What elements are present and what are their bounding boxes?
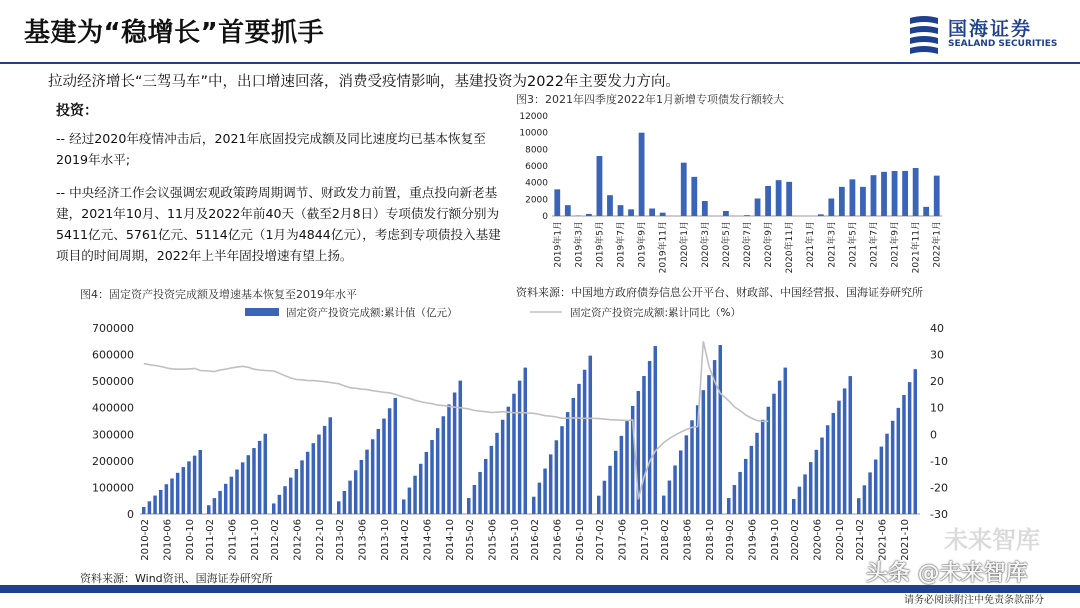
fig3-bar — [892, 171, 898, 216]
logo — [904, 12, 1064, 56]
fig4-bar — [589, 356, 593, 514]
fig4-bar — [453, 392, 457, 514]
fig4-x-tick-label: 2017-02 — [594, 519, 606, 561]
fig4-x-tick-label: 2018-06 — [682, 519, 694, 561]
fig4-bar — [413, 476, 417, 514]
fig3-bar — [934, 176, 940, 216]
page-title: 基建为“稳增长”首要抓手 — [24, 18, 325, 48]
fig3-x-tick-label: 2019年1月 — [553, 221, 564, 268]
fig4-bar — [343, 491, 347, 514]
fig3-bar — [649, 209, 655, 217]
fig4-bar — [654, 346, 658, 514]
fig4-bar — [614, 451, 618, 514]
fig4-bar — [798, 487, 802, 514]
footer-disclaimer: 请务必阅读附注中免责条款部分 — [904, 595, 1044, 606]
fig4-bar — [755, 433, 759, 514]
fig4-bar — [337, 501, 341, 514]
fig4-x-tick-label: 2015-02 — [464, 519, 476, 561]
fig3-x-tick-label: 2019年9月 — [637, 221, 648, 268]
fig4-bar — [880, 447, 884, 514]
fig3-bar — [776, 180, 782, 216]
fig4-x-tick-label: 2018-02 — [659, 519, 671, 561]
fig4-bar — [159, 490, 163, 514]
fig4-x-tick-label: 2012-02 — [269, 519, 281, 561]
fig4-x-tick-label: 2018-10 — [704, 519, 716, 561]
fig4-bar — [193, 456, 197, 514]
fig4-bar — [849, 376, 853, 514]
fig4-right-tick-label: 0 — [930, 428, 937, 442]
fig4-bar — [826, 425, 830, 514]
fig4-bar — [306, 452, 310, 514]
fig4-bar — [182, 467, 186, 514]
fig4-bar — [447, 404, 451, 514]
fig4-bar — [199, 450, 203, 514]
fig3-caption: 图3：2021年四季度2022年1月新增专项债发行额较大 — [516, 93, 784, 106]
fig4-bar — [360, 460, 364, 514]
fig4-bar — [207, 505, 211, 514]
fig4-left-tick-label: 0 — [127, 508, 134, 521]
fig3-y-tick-label: 8000 — [525, 145, 548, 156]
fig4-caption: 图4：固定资产投资完成额及增速基本恢复至2019年水平 — [80, 288, 357, 301]
fig4-bar — [354, 470, 358, 514]
fig4-bar — [702, 390, 706, 514]
fig4-bar — [402, 499, 406, 514]
fig4-x-tick-label: 2013-06 — [357, 519, 369, 561]
fig4-bar — [560, 426, 564, 514]
fig4-legend-bar-label: 固定资产投资完成额:累计值（亿元） — [286, 307, 458, 319]
fig4-bar — [532, 497, 536, 514]
fig3-x-tick-label: 2020年3月 — [700, 221, 711, 268]
fig4-bar — [885, 434, 889, 514]
fig4-bar — [142, 507, 146, 514]
fig3-bar — [744, 215, 750, 216]
fig4-bar — [690, 420, 694, 514]
fig4-bar — [495, 433, 499, 514]
fig3-y-tick-label: 10000 — [519, 128, 548, 139]
fig3-bar — [881, 172, 887, 216]
fig4-bar — [727, 498, 731, 514]
fig4-x-tick-label: 2013-10 — [379, 519, 391, 561]
fig3-x-tick-label: 2019年11月 — [658, 221, 669, 274]
fig4-bar — [512, 394, 516, 514]
fig4-bar — [165, 484, 169, 514]
fig3-x-tick-label: 2019年3月 — [574, 221, 585, 268]
fig4-bar — [832, 413, 836, 514]
fig3-x-tick-label: 2021年11月 — [911, 221, 922, 274]
fig3-bar — [723, 211, 729, 216]
fig4-bar — [148, 501, 152, 514]
fig4-left-tick-label: 700000 — [92, 322, 134, 335]
fig4-left-tick-label: 600000 — [92, 348, 134, 362]
logo-text-en: SEALAND SECURITIES — [948, 39, 1058, 49]
fig4-bar — [902, 395, 906, 514]
fig4-x-tick-label: 2014-06 — [422, 519, 434, 561]
fig3-bar — [691, 177, 697, 216]
fig4-bar — [467, 498, 471, 514]
fig4-x-tick-label: 2012-06 — [292, 519, 304, 561]
fig4-bar — [300, 460, 304, 514]
fig3-bar — [923, 207, 929, 216]
fig3-bar — [660, 213, 666, 216]
fig4-bar — [524, 368, 528, 514]
fig4-x-tick-label: 2014-02 — [399, 519, 411, 561]
fig4-x-tick-label: 2011-10 — [249, 519, 261, 561]
fig4-bar — [235, 470, 239, 514]
fig4-combo-chart — [40, 300, 1040, 570]
fig4-bar — [289, 478, 293, 514]
fig3-x-tick-label: 2020年5月 — [721, 221, 732, 268]
fig4-bar — [484, 459, 488, 514]
fig4-x-tick-label: 2020-02 — [789, 519, 801, 561]
fig4-right-tick-label: 30 — [930, 348, 944, 362]
fig3-source: 资料来源：中国地方政府债券信息公开平台、财政部、中国经营报、国海证券研究所 — [516, 286, 923, 299]
fig3-y-tick-label: 12000 — [519, 112, 548, 122]
fig4-x-tick-label: 2011-02 — [204, 519, 216, 561]
fig4-right-tick-label: 10 — [930, 401, 944, 415]
fig4-bar — [772, 394, 776, 514]
fig4-left-tick-label: 200000 — [92, 454, 134, 468]
fig4-x-tick-label: 2019-10 — [769, 519, 781, 561]
fig4-bar — [572, 398, 576, 514]
fig4-bar — [170, 478, 174, 514]
watermark-top: 未来智库 — [944, 526, 1040, 554]
fig3-x-tick-label: 2019年5月 — [595, 221, 606, 268]
fig4-bar — [673, 465, 677, 514]
fig4-bar — [857, 498, 861, 514]
fig3-x-tick-label: 2021年9月 — [890, 221, 901, 268]
fig4-bar — [868, 472, 872, 514]
fig3-bar — [786, 182, 792, 216]
fig4-bar — [312, 443, 316, 514]
fig4-bar — [224, 484, 228, 514]
fig4-bar — [272, 503, 276, 514]
fig4-bar — [543, 469, 547, 514]
fig4-bar — [365, 450, 369, 514]
sealand-logo-icon — [904, 12, 944, 56]
fig4-bar — [377, 429, 381, 514]
fig4-bar — [323, 426, 327, 514]
fig3-bar — [902, 171, 908, 216]
fig4-x-tick-label: 2010-06 — [162, 519, 174, 561]
fig4-bar — [642, 376, 646, 514]
fig4-x-tick-label: 2020-06 — [812, 519, 824, 561]
fig4-bar — [295, 469, 299, 514]
fig4-bar — [620, 436, 624, 514]
fig4-right-tick-label: -20 — [930, 481, 948, 495]
fig4-x-tick-label: 2010-02 — [139, 519, 151, 561]
fig4-bar — [187, 461, 191, 514]
fig3-x-tick-label: 2021年5月 — [848, 221, 859, 268]
header-rule — [0, 62, 1080, 64]
fig4-bar — [388, 408, 392, 514]
fig4-bar — [809, 462, 813, 514]
fig3-x-tick-label: 2021年1月 — [806, 221, 817, 268]
fig4-x-tick-label: 2012-10 — [314, 519, 326, 561]
fig4-bar — [815, 450, 819, 514]
fig4-x-tick-label: 2014-10 — [444, 519, 456, 561]
fig3-bar — [554, 189, 560, 216]
fig4-bar — [668, 481, 672, 514]
fig4-bar — [419, 464, 423, 514]
fig4-bar — [914, 369, 918, 514]
fig4-bar — [241, 462, 245, 514]
fig4-bar — [436, 428, 440, 514]
investment-point-1: -- 经过2020年疫情冲击后，2021年底固投完成额及同比速度均已基本恢复至2019年水平; — [56, 131, 486, 167]
fig3-bar — [850, 179, 856, 216]
fig4-bar — [891, 421, 895, 514]
fig4-x-tick-label: 2021-10 — [899, 519, 911, 561]
fig4-bar — [230, 477, 234, 514]
fig4-right-tick-label: 40 — [930, 322, 944, 335]
fig4-bar — [577, 384, 581, 514]
fig4-left-tick-label: 400000 — [92, 401, 134, 415]
fig4-right-tick-label: -30 — [930, 508, 948, 521]
fig3-bar — [871, 175, 877, 216]
fig4-x-tick-label: 2017-10 — [639, 519, 651, 561]
fig4-right-tick-label: -10 — [930, 454, 948, 468]
fig4-bar — [329, 417, 333, 514]
fig4-bar — [837, 401, 841, 514]
fig4-x-tick-label: 2016-02 — [529, 519, 541, 561]
fig4-bar — [382, 419, 386, 514]
fig4-x-tick-label: 2010-10 — [184, 519, 196, 561]
fig4-x-tick-label: 2019-02 — [724, 519, 736, 561]
fig4-bar — [549, 454, 553, 514]
investment-title: 投资： — [56, 103, 98, 119]
fig4-bar — [863, 485, 867, 514]
investment-point-2: -- 中央经济工作会议强调宏观政策跨周期调节、财政发力前置，重点投向新老基建，2021年10月、11月及2022年前40天（截至2月8日）专项债发行额分别为5411亿元、5761亿元、5114亿元（1月为4844亿元），考虑到专项债投入基建项目的时间周期，2022年上半年固投增速有望上扬。 — [56, 185, 501, 263]
fig3-x-tick-label: 2021年7月 — [869, 221, 880, 268]
fig3-bar — [860, 187, 866, 216]
fig4-bar — [213, 498, 217, 514]
fig3-y-tick-label: 0 — [542, 212, 548, 222]
fig3-x-tick-label: 2020年1月 — [679, 221, 690, 268]
fig3-bar — [913, 168, 919, 216]
fig4-bar — [820, 438, 824, 514]
fig4-bar — [719, 345, 723, 514]
fig4-bar — [258, 441, 262, 514]
fig4-bar — [425, 452, 429, 514]
fig4-bar — [252, 448, 256, 514]
fig4-bar — [583, 370, 587, 514]
fig4-x-tick-label: 2019-06 — [747, 519, 759, 561]
fig4-bar — [803, 474, 807, 514]
fig3-x-tick-label: 2021年3月 — [827, 221, 838, 268]
lead-text: 拉动经济增长“三驾马车”中，出口增速回落，消费受疫情影响，基建投资为2022年主要发力方向。 — [48, 74, 680, 90]
fig4-bar — [442, 416, 446, 514]
fig4-x-tick-label: 2021-06 — [877, 519, 889, 561]
fig4-x-tick-label: 2015-06 — [487, 519, 499, 561]
fig4-x-tick-label: 2011-06 — [227, 519, 239, 561]
fig4-legend-bar-swatch — [245, 308, 279, 316]
fig4-x-tick-label: 2016-06 — [552, 519, 564, 561]
fig4-x-tick-label: 2021-02 — [854, 519, 866, 561]
fig4-bar — [317, 435, 321, 514]
fig3-y-tick-label: 6000 — [525, 162, 548, 172]
fig4-bar — [566, 412, 570, 514]
fig4-bar — [459, 381, 463, 514]
fig4-bar — [283, 486, 287, 514]
fig4-bar — [176, 473, 180, 514]
fig4-bar — [555, 440, 559, 514]
fig3-bar-chart — [512, 106, 952, 284]
fig3-bar — [597, 156, 603, 216]
fig4-bar — [792, 499, 796, 514]
fig3-bar — [618, 205, 624, 216]
fig4-bar — [784, 368, 788, 514]
fig4-legend-line-label: 固定资产投资完成额:累计同比（%） — [570, 307, 742, 319]
fig4-x-tick-label: 2020-10 — [834, 519, 846, 561]
fig4-bar — [507, 407, 511, 514]
fig4-x-tick-label: 2017-06 — [617, 519, 629, 561]
fig3-bar — [639, 133, 645, 216]
fig3-x-tick-label: 2020年7月 — [743, 221, 753, 268]
fig4-x-tick-label: 2016-10 — [574, 519, 586, 561]
fig4-bar — [679, 450, 683, 514]
fig3-y-tick-label: 4000 — [525, 178, 548, 189]
fig4-bar — [218, 491, 222, 514]
fig4-bar — [843, 388, 847, 514]
fig3-bar — [628, 209, 634, 216]
fig4-bar — [744, 459, 748, 514]
fig3-x-tick-label: 2022年1月 — [932, 221, 943, 268]
fig3-y-tick-label: 2000 — [525, 195, 548, 206]
fig3-bar — [818, 214, 824, 216]
fig4-bar — [348, 481, 352, 514]
fig4-bar — [750, 446, 754, 514]
fig4-bar — [767, 407, 771, 514]
fig4-bar — [153, 496, 157, 514]
fig3-bar — [702, 201, 708, 216]
fig4-bar — [408, 488, 412, 514]
fig3-x-tick-label: 2020年11月 — [785, 221, 796, 274]
fig4-left-tick-label: 300000 — [92, 428, 134, 442]
fig4-bar — [538, 483, 542, 514]
watermark-headline: 头条 @未来智库 — [866, 561, 1028, 586]
fig4-bar — [597, 496, 601, 514]
fig3-x-tick-label: 2020年9月 — [764, 221, 775, 268]
fig4-bar — [625, 421, 629, 514]
fig4-bar — [501, 420, 505, 514]
logo-text-cn: 国海证券 — [948, 18, 1033, 40]
fig4-left-tick-label: 500000 — [92, 375, 134, 389]
fig4-bar — [874, 459, 878, 514]
fig4-bar — [518, 381, 522, 514]
fig4-bar — [662, 496, 666, 514]
fig4-bar — [278, 495, 282, 514]
fig3-bar — [565, 205, 571, 216]
fig3-bar — [755, 199, 761, 217]
fig4-bar — [247, 455, 251, 514]
fig4-bar — [897, 408, 901, 514]
fig4-bar — [685, 435, 689, 514]
fig4-bar — [738, 472, 742, 514]
fig3-bar — [828, 199, 834, 217]
fig4-bar — [264, 434, 268, 514]
fig3-x-tick-label: 2019年7月 — [616, 221, 627, 268]
fig3-bar — [839, 187, 845, 216]
fig4-bar — [473, 485, 477, 514]
fig4-bar — [908, 382, 912, 514]
fig4-bar — [430, 440, 434, 514]
fig4-bar — [478, 472, 482, 514]
fig4-bar — [608, 466, 612, 514]
fig3-bar — [607, 195, 613, 216]
fig4-x-tick-label: 2015-10 — [509, 519, 521, 561]
fig4-bar — [733, 485, 737, 514]
fig4-bar — [648, 361, 652, 514]
fig4-bar — [707, 375, 711, 514]
fig4-bar — [371, 439, 375, 514]
fig4-bar — [761, 420, 765, 514]
fig3-bar — [765, 186, 771, 216]
fig4-x-tick-label: 2013-02 — [334, 519, 346, 561]
fig4-source: 资料来源：Wind资讯、国海证券研究所 — [80, 572, 273, 585]
fig4-bar — [490, 446, 494, 514]
fig4-bar — [394, 398, 398, 514]
fig4-bar — [778, 381, 782, 514]
fig3-bar — [681, 163, 687, 216]
fig4-left-tick-label: 100000 — [92, 481, 134, 495]
fig4-bar — [603, 481, 607, 514]
fig4-right-tick-label: 20 — [930, 375, 944, 389]
fig3-bar — [586, 214, 592, 216]
